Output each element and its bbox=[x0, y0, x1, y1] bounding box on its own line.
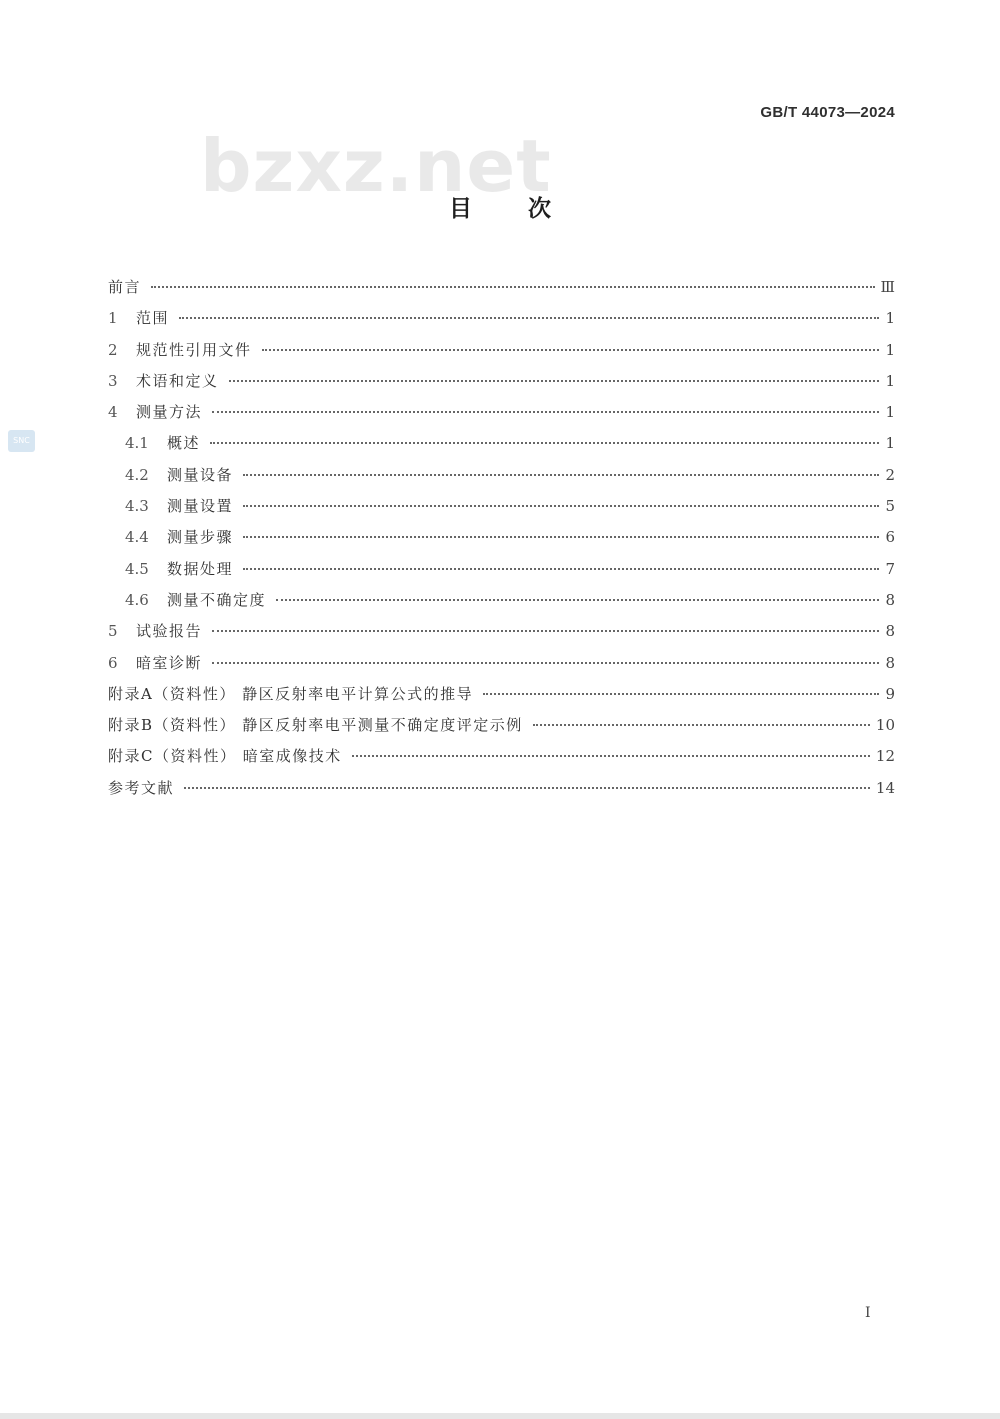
toc-leader-dots bbox=[212, 662, 879, 664]
toc-subentry[interactable] bbox=[108, 432, 895, 463]
toc-entry-number: 6 bbox=[108, 653, 118, 672]
toc-entry-label: 数据处理 bbox=[167, 559, 234, 578]
toc-entry[interactable] bbox=[108, 339, 895, 370]
page-bottom-edge bbox=[0, 1413, 1000, 1419]
toc-subentry[interactable] bbox=[108, 526, 895, 557]
toc-entry-label: 试验报告 bbox=[136, 622, 203, 641]
toc-entry-label: 术语和定义 bbox=[136, 371, 219, 390]
watermark-text: bzxz.net bbox=[200, 124, 552, 208]
toc-entry-label: 测量不确定度 bbox=[167, 590, 267, 609]
toc-subentry[interactable] bbox=[108, 589, 895, 620]
toc-entry-number: 4.6 bbox=[125, 590, 149, 609]
toc-entry-label: 范围 bbox=[136, 309, 170, 328]
toc-leader-dots bbox=[210, 442, 879, 444]
toc-leader-dots bbox=[229, 380, 879, 382]
toc-entry-page: 1 bbox=[885, 340, 895, 359]
document-code: GB/T 44073—2024 bbox=[760, 104, 895, 121]
toc-entry-label: 前言 bbox=[108, 278, 142, 296]
toc-entry-number: 4 bbox=[108, 403, 118, 422]
toc-leader-dots bbox=[243, 474, 879, 476]
toc-leader-dots bbox=[243, 536, 879, 538]
toc-entry-number: 3 bbox=[108, 371, 118, 390]
toc-leader-dots bbox=[212, 411, 879, 413]
toc-entry-number: 1 bbox=[108, 309, 118, 328]
toc-leader-dots bbox=[212, 630, 879, 632]
toc-leader-dots bbox=[262, 349, 879, 351]
toc-entry-page: Ⅲ bbox=[880, 278, 895, 296]
toc-entry-label: 暗室诊断 bbox=[136, 653, 203, 672]
toc-entry-label: 测量设置 bbox=[167, 497, 234, 516]
toc-leader-dots bbox=[483, 693, 879, 695]
toc-entry-page: 1 bbox=[885, 434, 895, 453]
toc-entry-number: 4.5 bbox=[125, 559, 149, 578]
toc-entry-label: 测量步骤 bbox=[167, 528, 234, 547]
toc-entry-appendix-b[interactable] bbox=[108, 714, 895, 745]
toc-leader-dots bbox=[243, 568, 879, 570]
toc-leader-dots bbox=[276, 599, 879, 601]
toc-leader-dots bbox=[179, 317, 879, 319]
toc-entry-number: 4.1 bbox=[125, 434, 149, 453]
toc-entry[interactable] bbox=[108, 652, 895, 683]
toc-entry-page: 8 bbox=[885, 590, 895, 609]
toc-entry-page: 10 bbox=[875, 716, 895, 735]
toc-entry-page: 8 bbox=[885, 653, 895, 672]
page-number: I bbox=[865, 1305, 871, 1321]
toc-entry[interactable] bbox=[108, 276, 895, 307]
toc-entry-label: 规范性引用文件 bbox=[136, 340, 252, 359]
toc-entry[interactable] bbox=[108, 620, 895, 651]
toc-leader-dots bbox=[243, 505, 879, 507]
toc-entry-page: 2 bbox=[885, 465, 895, 484]
toc-entry-page: 7 bbox=[885, 559, 895, 578]
toc-subentry[interactable] bbox=[108, 464, 895, 495]
toc-entry-label: 参考文献 bbox=[108, 778, 175, 797]
toc-leader-dots bbox=[352, 755, 870, 757]
toc-entry-appendix-c[interactable] bbox=[108, 745, 895, 776]
side-logo-icon: SNC bbox=[8, 430, 35, 452]
toc-entry-label: 测量设备 bbox=[167, 465, 234, 484]
toc-subentry[interactable] bbox=[108, 558, 895, 589]
toc-entry-number: 4.4 bbox=[125, 528, 149, 547]
table-of-contents bbox=[108, 276, 895, 808]
toc-entry-page: 5 bbox=[885, 497, 895, 516]
toc-title: 目次 bbox=[449, 196, 607, 222]
toc-entry-page: 9 bbox=[885, 684, 895, 703]
toc-entry-number: 4.3 bbox=[125, 497, 149, 516]
toc-entry-page: 14 bbox=[875, 778, 895, 797]
toc-entry-number: 5 bbox=[108, 622, 118, 641]
toc-entry-label: 概述 bbox=[167, 434, 201, 453]
toc-entry-label: 附录C（资料性） 暗室成像技术 bbox=[108, 747, 342, 766]
toc-entry[interactable] bbox=[108, 401, 895, 432]
toc-entry[interactable] bbox=[108, 370, 895, 401]
toc-entry-number: 4.2 bbox=[125, 465, 149, 484]
toc-subentry[interactable] bbox=[108, 495, 895, 526]
toc-leader-dots bbox=[151, 286, 875, 288]
toc-leader-dots bbox=[533, 724, 870, 726]
toc-entry-appendix-a[interactable] bbox=[108, 683, 895, 714]
toc-entry-page: 6 bbox=[885, 528, 895, 547]
toc-entry-references[interactable] bbox=[108, 777, 895, 808]
toc-entry-label: 测量方法 bbox=[136, 403, 203, 422]
toc-entry-page: 12 bbox=[875, 747, 895, 766]
toc-entry-page: 8 bbox=[885, 622, 895, 641]
toc-entry-number: 2 bbox=[108, 340, 118, 359]
toc-entry[interactable] bbox=[108, 307, 895, 338]
toc-leader-dots bbox=[184, 787, 870, 789]
toc-entry-label: 附录A（资料性） 静区反射率电平计算公式的推导 bbox=[108, 684, 474, 703]
toc-entry-label: 附录B（资料性） 静区反射率电平测量不确定度评定示例 bbox=[108, 716, 523, 735]
toc-entry-page: 1 bbox=[885, 371, 895, 390]
toc-entry-page: 1 bbox=[885, 309, 895, 328]
toc-entry-page: 1 bbox=[885, 403, 895, 422]
